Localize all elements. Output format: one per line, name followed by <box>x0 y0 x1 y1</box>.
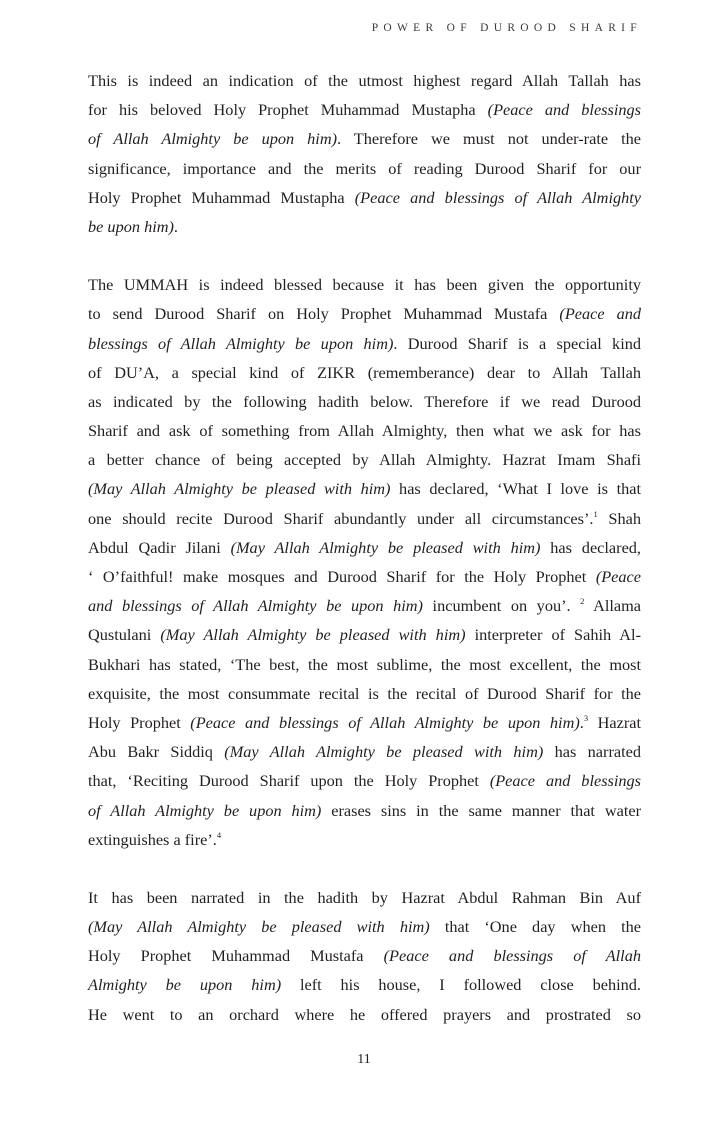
text-line <box>88 591 641 620</box>
italic-honorific: (May Allah Almighty be pleased with him) <box>160 625 466 645</box>
italic-honorific: of Allah Almighty be upon him) <box>88 800 322 820</box>
paragraph <box>88 883 641 1029</box>
text-run: that, ‘Reciting Durood Sharif upon the Holy Prophet <box>88 771 490 791</box>
text-line <box>88 912 641 941</box>
text-run: has narrated <box>543 742 641 762</box>
text-line <box>88 883 641 912</box>
footnote-ref[interactable]: 3 <box>583 712 589 723</box>
text-line <box>88 679 641 708</box>
text-line <box>88 474 641 503</box>
text-run: significance, importance and the merits of reading Durood Sharif for our <box>88 158 641 178</box>
text-run: Holy Prophet <box>88 712 191 732</box>
text-run: left his house, I followed close behind. <box>281 975 642 995</box>
text-line <box>88 737 641 766</box>
text-line <box>88 941 641 970</box>
text-run: . <box>579 712 584 732</box>
text-line <box>88 766 641 795</box>
italic-honorific: Almighty be upon him) <box>88 975 282 995</box>
text-line <box>88 154 641 183</box>
italic-honorific: (May Allah Almighty be pleased with him) <box>88 917 430 937</box>
text-run: . Therefore we must not under-rate the <box>337 129 641 149</box>
text-run: to send Durood Sharif on Holy Prophet Muhammad Mustafa <box>88 304 560 324</box>
text-run: Abu Bakr Siddiq <box>88 742 225 762</box>
text-run: Shah <box>597 508 641 528</box>
text-run: Bukhari has stated, ‘The best, the most sublime, the most excellent, the most <box>88 654 641 674</box>
running-header: POWER OF DUROOD SHARIF <box>371 22 642 34</box>
text-line <box>88 329 641 358</box>
text-run: as indicated by the following hadith below. Therefore if we read Durood <box>88 391 641 411</box>
text-run: . <box>173 216 178 236</box>
text-line <box>88 970 641 999</box>
text-run: incumbent on you’. <box>422 596 581 616</box>
text-run: Hazrat <box>588 712 642 732</box>
italic-honorific: (May Allah Almighty be pleased with him) <box>88 479 391 499</box>
text-run: a better chance of being accepted by Allah Almighty. Hazrat Imam Shafi <box>88 450 641 470</box>
text-line <box>88 387 641 416</box>
italic-honorific: be upon him) <box>88 216 174 236</box>
text-run: Allama <box>584 596 642 616</box>
text-line <box>88 212 641 241</box>
text-run: Holy Prophet Muhammad Mustafa <box>88 946 384 966</box>
text-run: has declared, <box>540 537 642 557</box>
text-line <box>88 124 641 153</box>
italic-honorific: (Peace <box>595 567 641 586</box>
text-line <box>88 445 641 474</box>
italic-honorific: (Peace and blessings of Allah Almighty be upon him) <box>190 712 580 732</box>
text-line <box>88 825 641 854</box>
paragraph <box>88 270 641 854</box>
text-line <box>88 708 641 737</box>
text-run: extinguishes a fire’. <box>88 829 217 849</box>
italic-honorific: (Peace and blessings of Allah <box>383 946 641 966</box>
text-run: exquisite, the most consummate recital is the recital of Durood Sharif for the <box>88 683 641 703</box>
italic-honorific: (May Allah Almighty be pleased with him) <box>224 742 544 762</box>
text-run: Sharif and ask of something from Allah Almighty, then what we ask for has <box>88 421 641 441</box>
italic-honorific: (May Allah Almighty be pleased with him) <box>230 537 541 557</box>
text-run: He went to an orchard where he offered prayers and prostrated so <box>88 1004 641 1024</box>
text-line <box>88 562 641 591</box>
text-run: interpreter of Sahih Al- <box>465 625 642 645</box>
text-line <box>88 183 641 212</box>
italic-honorific: blessings of Allah Almighty be upon him) <box>88 333 394 353</box>
text-run: Holy Prophet Muhammad Mustapha <box>88 187 355 207</box>
italic-honorific: (Peace and blessings <box>487 100 641 120</box>
page-body <box>88 66 641 1029</box>
text-line <box>88 95 641 124</box>
text-run: Qustulani <box>88 625 161 645</box>
italic-honorific: (Peace and <box>559 304 641 324</box>
text-line <box>88 504 641 533</box>
text-run: It has been narrated in the hadith by Hazrat Abdul Rahman Bin Auf <box>88 887 641 907</box>
italic-honorific: (Peace and blessings <box>489 771 642 791</box>
text-line <box>88 416 641 445</box>
text-line <box>88 620 641 649</box>
text-line <box>88 796 641 825</box>
text-line <box>88 66 641 95</box>
text-run: Abdul Qadir Jilani <box>88 537 231 557</box>
page-number: 11 <box>357 1052 371 1067</box>
paragraph <box>88 66 641 241</box>
text-run: one should recite Durood Sharif abundantly under all circumstances’. <box>88 508 594 528</box>
text-line <box>88 533 641 562</box>
text-run: . Durood Sharif is a special kind <box>393 333 641 353</box>
text-line <box>88 1000 641 1029</box>
text-line <box>88 299 641 328</box>
text-line <box>88 358 641 387</box>
text-run: erases sins in the same manner that water <box>321 800 641 820</box>
footnote-ref[interactable]: 1 <box>593 508 598 519</box>
footnote-ref[interactable]: 2 <box>580 596 585 607</box>
text-run: for his beloved Holy Prophet Muhammad Mustapha <box>88 100 488 120</box>
italic-honorific: (Peace and blessings of Allah Almighty <box>354 187 641 207</box>
text-run: ‘ O’faithful! make mosques and Durood Sharif for the Holy Prophet <box>88 567 596 586</box>
text-run: that ‘One day when the <box>429 917 642 937</box>
text-line <box>88 270 641 299</box>
text-line <box>88 650 641 679</box>
text-run: The UMMAH is indeed blessed because it has been given the opportunity <box>88 275 641 295</box>
footnote-ref[interactable]: 4 <box>216 829 222 840</box>
text-run: This is indeed an indication of the utmost highest regard Allah Tallah has <box>88 71 641 90</box>
italic-honorific: of Allah Almighty be upon him) <box>88 129 338 149</box>
italic-honorific: and blessings of Allah Almighty be upon him) <box>88 596 423 616</box>
text-run: of DU’A, a special kind of ZIKR (rememberance) dear to Allah Tallah <box>88 362 641 382</box>
text-run: has declared, ‘What I love is that <box>390 479 642 499</box>
